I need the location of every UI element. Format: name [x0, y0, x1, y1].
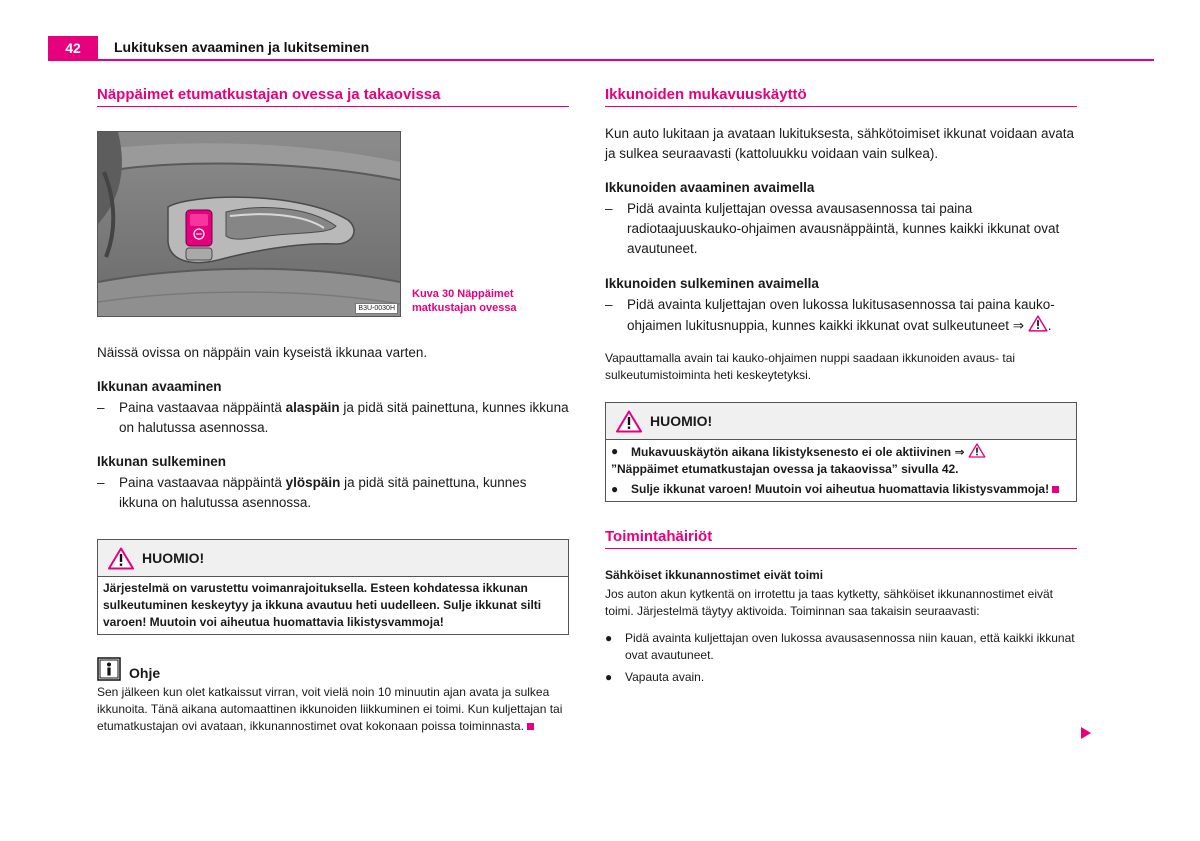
warning-header: [606, 403, 1076, 440]
instruction-text: ja pidä sitä painettuna, kunnes ikkuna on halutussa asennossa.: [119, 400, 569, 435]
warning-text: Järjestelmä on varustettu voimanrajoituksella. Esteen kohdatessa ikkunan sulkeutuminen keskeytyy ja ikkuna avautuu heti uudelleen. Sulje ikkunat silti varoen! Muutoin voi aiheutua huomattavia likistysvammoja!: [103, 581, 542, 629]
note-body: Sen jälkeen kun olet katkaissut virran, voit vielä noin 10 minuutin ajan avata ja sulkea ikkunoita. Tänä aikana automaattinen ikkunoiden liikkuminen ei toimi. Kun kuljettajan tai etumatkustajan ovi avataan, ikkunannostimet ovat kokonaan poissa toiminnasta.: [97, 685, 563, 733]
bullet-marker: ●: [611, 482, 619, 496]
info-icon: [97, 657, 121, 681]
instruction-text: Pidä avainta kuljettajan ovessa avausasennossa tai paina radiotaajuuskauko-ohjaimen avausnäppäintä, kunnes kaikki ikkunat ovat avautuneet.: [627, 201, 1060, 256]
warning-triangle-icon: [108, 547, 134, 570]
figure-block: [97, 131, 569, 317]
warning-item-text: Mukavuuskäytön aikana likistyksenesto ei ole aktiivinen ⇒: [631, 445, 968, 459]
section-heading-faults: Toimintahäiriöt: [605, 528, 1077, 549]
figure-code: B3U-0030H: [355, 303, 398, 314]
end-of-section-square-icon: [1052, 486, 1059, 493]
chapter-title: Lukituksen avaaminen ja lukitseminen: [114, 39, 370, 55]
end-of-section-square-icon: [527, 723, 534, 730]
warning-box: [97, 539, 569, 635]
caption-line-2: matkustajan ovessa: [412, 302, 517, 314]
fault-step: [605, 669, 1077, 686]
dash-marker: –: [97, 475, 105, 490]
instruction-open-with-key: [605, 199, 1077, 259]
instruction-text: Pidä avainta kuljettajan oven lukossa lukitusasennossa tai paina kauko-ohjaimen lukitusnuppia, kunnes kaikki ikkunat ovat sulkeutuneet ⇒: [627, 297, 1055, 333]
next-page-arrow-icon: [1080, 726, 1092, 740]
warning-title: HUOMIO!: [650, 413, 713, 429]
right-column: [605, 86, 1077, 686]
release-note: Vapauttamalla avain tai kauko-ohjaimen nuppi saadaan ikkunoiden avaus- tai sulkeutumistoiminta heti keskeytetyksi.: [605, 351, 1016, 382]
note-title: Ohje: [129, 665, 161, 681]
warning-triangle-icon: [1028, 315, 1048, 332]
subheading-close-with-key: Ikkunoiden sulkeminen avaimella: [605, 276, 819, 291]
instruction-text: Paina vastaavaa näppäintä: [119, 475, 286, 490]
warning-item: [611, 443, 1071, 461]
subheading-window-opening: Ikkunan avaaminen: [97, 379, 222, 394]
instruction-text: ja pidä sitä painettuna, kunnes ikkuna on halutussa asennossa.: [119, 475, 527, 510]
bullet-marker: ●: [605, 631, 613, 645]
warning-item: [611, 481, 1071, 498]
page-number: 42: [48, 36, 98, 61]
fault-step: [605, 630, 1077, 664]
instruction-window-closing: [97, 473, 569, 513]
door-button-figure: [97, 131, 401, 317]
warning-body: [606, 440, 1076, 501]
page-header: [48, 36, 1154, 60]
instruction-emphasis: ylöspäin: [285, 475, 341, 490]
note-block: [97, 657, 569, 735]
dash-marker: –: [605, 297, 613, 312]
caption-line-1: Kuva 30 Näppäimet: [412, 288, 514, 300]
door-panel-illustration: [98, 132, 400, 316]
comfort-intro: Kun auto lukitaan ja avataan lukituksesta, sähkötoimiset ikkunat voidaan avata ja sulkea seuraavasti (kattoluukku voidaan vain sulkea).: [605, 126, 1075, 161]
section-heading-door-buttons: Näppäimet etumatkustajan ovessa ja takaovissa: [97, 86, 569, 107]
bullet-marker: ●: [605, 670, 613, 684]
warning-triangle-icon: [616, 410, 642, 433]
instruction-window-opening: [97, 398, 569, 438]
warning-item-text: Sulje ikkunat varoen! Muutoin voi aiheutua huomattavia likistysvammoja!: [631, 482, 1050, 496]
instruction-close-with-key: [605, 295, 1077, 336]
bullet-marker: ●: [611, 444, 619, 458]
warning-triangle-icon: [968, 443, 986, 458]
dash-marker: –: [97, 400, 105, 415]
fault-step-text: Pidä avainta kuljettajan oven lukossa avausasennossa niin kauan, että kaikki ikkunat ovat avautuneet.: [625, 631, 1075, 662]
warning-header: [98, 540, 568, 577]
intro-text: Näissä ovissa on näppäin vain kyseistä ikkunaa varten.: [97, 345, 428, 360]
header-rule: [98, 59, 1154, 61]
instruction-text: .: [1047, 318, 1052, 333]
warning-item-crossref: ”Näppäimet etumatkustajan ovessa ja takaovissa” sivulla 42.: [611, 462, 959, 476]
warning-title: HUOMIO!: [142, 550, 205, 566]
subheading-window-closing: Ikkunan sulkeminen: [97, 454, 227, 469]
note-header: [97, 657, 569, 681]
fault-subtitle: Sähköiset ikkunannostimet eivät toimi: [605, 568, 824, 582]
section-heading-comfort: Ikkunoiden mukavuuskäyttö: [605, 86, 1077, 107]
left-column: [97, 86, 569, 735]
figure-caption: [412, 287, 517, 315]
fault-text: Jos auton akun kytkentä on irrotettu ja taas kytketty, sähköiset ikkunannostimet eivät toimi. Järjestelmä täytyy aktivoida. Toiminnan saa takaisin seuraavasti:: [605, 587, 1054, 618]
warning-box: [605, 402, 1077, 502]
fault-step-text: Vapauta avain.: [625, 670, 705, 684]
instruction-emphasis: alaspäin: [285, 400, 340, 415]
note-text: [97, 684, 569, 735]
instruction-text: Paina vastaavaa näppäintä: [119, 400, 286, 415]
dash-marker: –: [605, 201, 613, 216]
subheading-open-with-key: Ikkunoiden avaaminen avaimella: [605, 180, 815, 195]
